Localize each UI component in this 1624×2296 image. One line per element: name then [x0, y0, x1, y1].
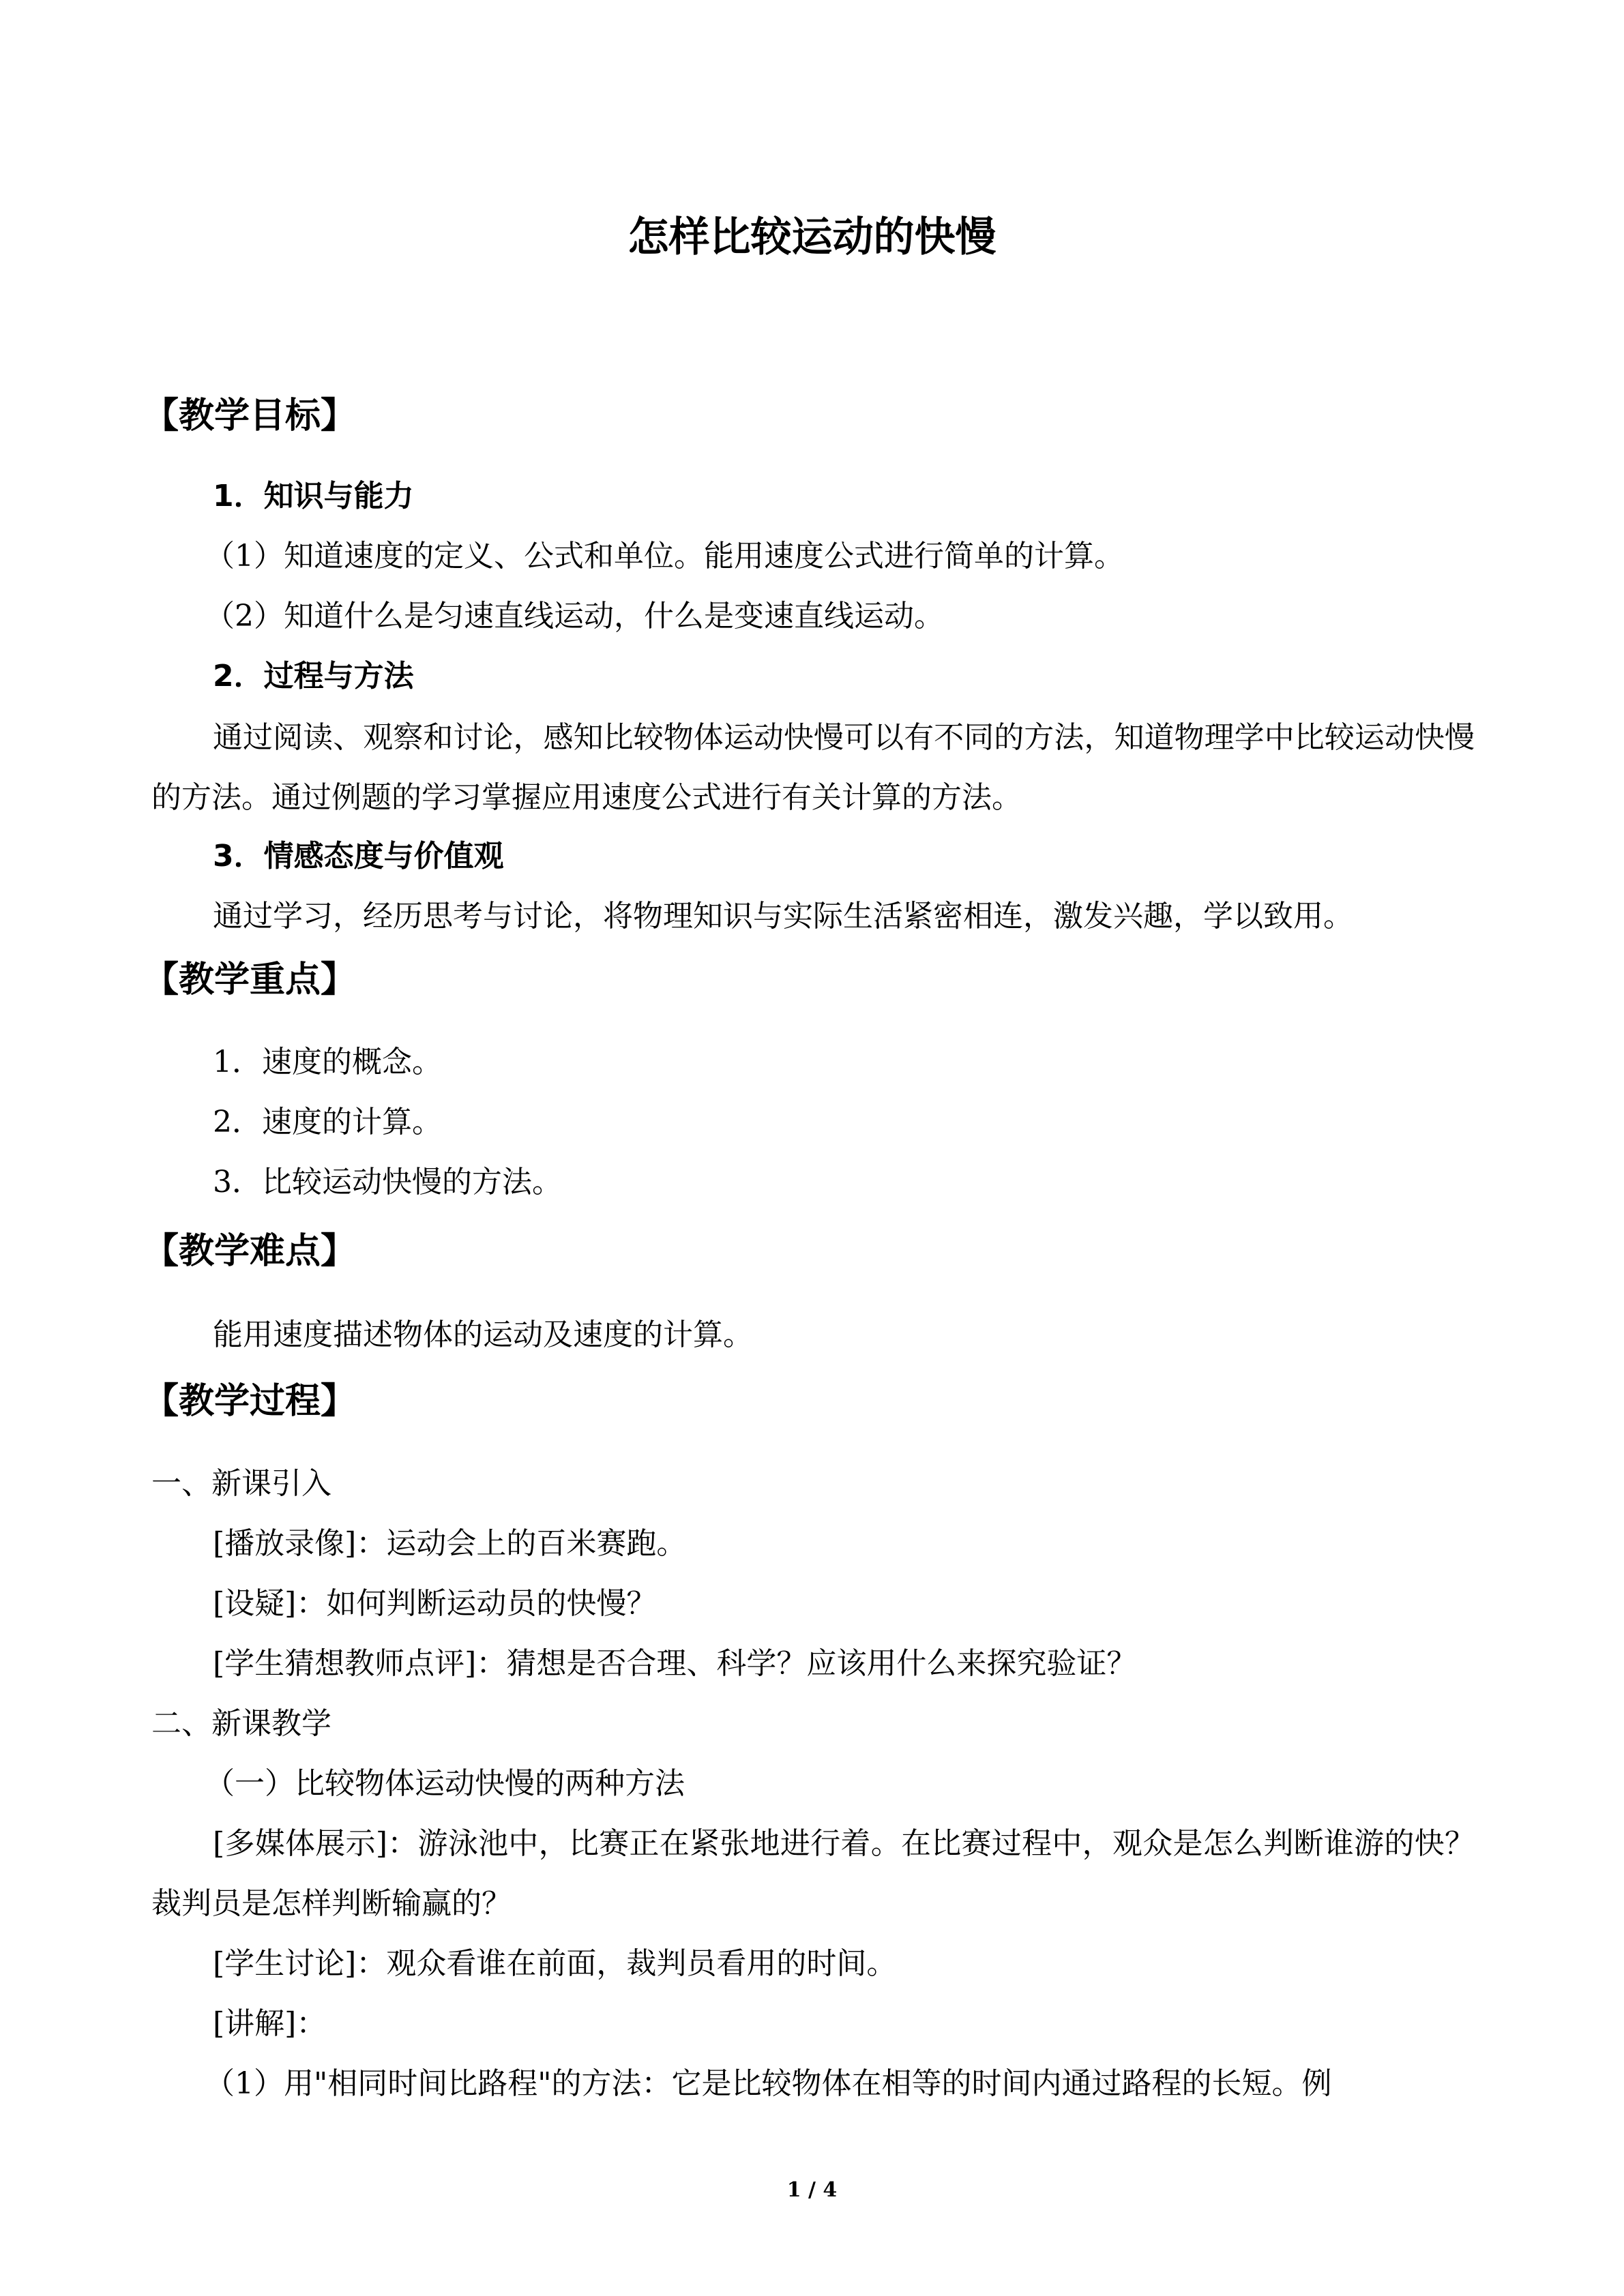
page-title: 怎样比较运动的快慢: [628, 213, 996, 261]
key-point-1: 1．速度的概念。: [213, 1045, 442, 1079]
heading-key-points: 【教学重点】: [143, 959, 357, 1000]
subheading-emotion: 3．情感态度与价值观: [213, 839, 504, 874]
key-point-2: 2．速度的计算。: [213, 1105, 442, 1139]
knowledge-item-2: （2）知道什么是匀速直线运动，什么是变速直线运动。: [205, 599, 944, 633]
part1-line-1: [播放录像]：运动会上的百米赛跑。: [213, 1526, 687, 1561]
page-number: 1 / 4: [786, 2178, 838, 2202]
knowledge-item-1: （1）知道速度的定义、公式和单位。能用速度公式进行简单的计算。: [205, 539, 1124, 573]
part1-line-3: [学生猜想教师点评]：猜想是否合理、科学？应该用什么来探究验证？: [213, 1646, 1137, 1681]
heading-goals: 【教学目标】: [143, 396, 357, 436]
part1-title: 一、新课引入: [151, 1466, 331, 1501]
heading-process: 【教学过程】: [143, 1381, 357, 1422]
part2-explain-label: [讲解]：: [213, 2006, 327, 2041]
part2-subtitle-1: （一）比较物体运动快慢的两种方法: [205, 1766, 685, 1801]
part2-method-1: （1）用"相同时间比路程"的方法：它是比较物体在相等的时间内通过路程的长短。例: [205, 2066, 1332, 2101]
part2-title: 二、新课教学: [151, 1706, 331, 1741]
subheading-process: 2．过程与方法: [213, 659, 414, 694]
difficulty-text: 能用速度描述物体的运动及速度的计算。: [213, 1317, 753, 1352]
part1-line-2: [设疑]：如何判断运动员的快慢？: [213, 1586, 657, 1621]
key-point-3: 3．比较运动快慢的方法。: [213, 1165, 562, 1199]
heading-difficulties: 【教学难点】: [143, 1231, 357, 1272]
subheading-knowledge: 1．知识与能力: [213, 479, 414, 513]
part2-media-paragraph: [多媒体展示]：游泳池中，比赛正在紧张地进行着。在比赛过程中，观众是怎么判断谁游的快？裁判员是怎样判断输赢的？: [151, 1826, 1475, 1921]
emotion-paragraph: 通过学习，经历思考与讨论，将物理知识与实际生活紧密相连，激发兴趣，学以致用。: [213, 899, 1353, 934]
process-paragraph: 通过阅读、观察和讨论，感知比较物体运动快慢可以有不同的方法，知道物理学中比较运动快慢的方法。通过例题的学习掌握应用速度公式进行有关计算的方法。: [151, 720, 1475, 815]
part2-discussion: [学生讨论]：观众看谁在前面，裁判员看用的时间。: [213, 1946, 897, 1981]
